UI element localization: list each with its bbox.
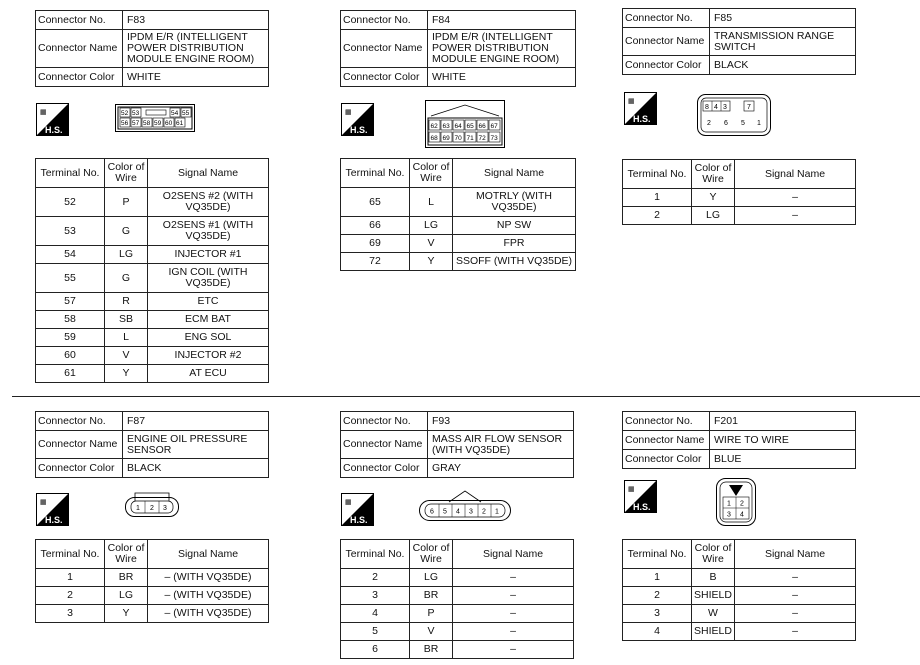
signal-name: – (WITH VQ35DE) [148,587,269,605]
connector-color-value: BLACK [710,56,856,75]
hs-label: H.S. [633,502,651,512]
wire-color: B [692,569,735,587]
header-color-of-wire: Color of Wire [410,540,453,569]
wire-color: L [410,188,453,217]
connector-f201 [622,411,856,469]
pin-label: 58 [143,120,151,127]
hs-icon [624,92,657,125]
header-terminal-no: Terminal No. [36,540,105,569]
connector-name-value: MASS AIR FLOW SENSOR (WITH VQ35DE) [428,431,574,459]
connector-f87-signal-table [35,539,269,623]
pin-label: 63 [442,123,450,130]
signal-name: – [453,641,574,659]
connector-f201-diagram-icon [716,478,756,531]
signal-name: ENG SOL [148,329,269,347]
signal-name: ETC [148,293,269,311]
table-row [341,188,576,217]
connector-info-table [340,10,576,87]
terminal-no: 69 [341,235,410,253]
pin-label: 4 [456,508,460,516]
table-row [36,347,269,365]
header-terminal-no: Terminal No. [36,159,105,188]
connector-color-value: GRAY [428,459,574,478]
signal-name: IGN COIL (WITH VQ35DE) [148,264,269,293]
connector-info-table [35,411,269,478]
label-connector-name: Connector Name [623,28,710,56]
signal-name: AT ECU [148,365,269,383]
connector-f83-signal-table [35,158,269,383]
connector-f83 [35,10,269,87]
table-row [341,623,574,641]
connector-no-value: F84 [428,11,576,30]
table-row [623,207,856,225]
signal-name: – (WITH VQ35DE) [148,605,269,623]
connector-f93-signal-table [340,539,574,659]
header-signal-name: Signal Name [453,159,576,188]
pin-label: 5 [741,120,745,127]
terminal-no: 5 [341,623,410,641]
svg-text:▦: ▦ [345,108,352,116]
pin-label: 2 [482,508,486,516]
connector-no-value: F83 [123,11,269,30]
connector-f85-signal-table [622,159,856,225]
header-signal-name: Signal Name [148,540,269,569]
connector-color-value: WHITE [428,68,576,87]
hs-icon [36,493,69,526]
header-terminal-no: Terminal No. [623,160,692,189]
table-row [623,189,856,207]
hs-icon [341,493,374,526]
label-connector-color: Connector Color [341,68,428,87]
table-row [36,587,269,605]
table-row [36,293,269,311]
pin-label: 52 [121,110,129,117]
table-row [36,217,269,246]
connector-f201-signal-table [622,539,856,641]
terminal-no: 66 [341,217,410,235]
pin-label: 5 [443,508,447,516]
signal-name: – [453,605,574,623]
pin-label: 69 [442,135,450,142]
terminal-no: 1 [36,569,105,587]
connector-info-table [340,411,574,478]
terminal-no: 6 [341,641,410,659]
terminal-no: 61 [36,365,105,383]
connector-no-value: F201 [710,412,856,431]
header-color-of-wire: Color of Wire [105,159,148,188]
signal-name: O2SENS #2 (WITH VQ35DE) [148,188,269,217]
table-row [36,569,269,587]
header-signal-name: Signal Name [735,160,856,189]
svg-text:▦: ▦ [628,97,635,105]
pin-label: 1 [727,500,731,508]
label-connector-color: Connector Color [36,68,123,87]
connector-name-value: WIRE TO WIRE [710,431,856,450]
table-row [623,623,856,641]
wire-color: SHIELD [692,623,735,641]
section-divider [12,396,920,397]
wire-color: R [105,293,148,311]
terminal-no: 2 [36,587,105,605]
connector-info-table [35,10,269,87]
connector-name-value: IPDM E/R (INTELLIGENT POWER DISTRIBUTION MODULE ENGINE ROOM) [428,30,576,68]
wire-color: Y [692,189,735,207]
terminal-no: 58 [36,311,105,329]
pin-label: 3 [727,511,731,519]
connector-f84 [340,10,576,87]
label-connector-no: Connector No. [341,11,428,30]
wire-color: P [410,605,453,623]
pin-label: 55 [182,110,190,117]
wire-color: BR [105,569,148,587]
pin-label: 1 [495,508,499,516]
wire-color: BR [410,587,453,605]
connector-name-value: ENGINE OIL PRESSURE SENSOR [123,431,269,459]
table-row [36,311,269,329]
terminal-no: 4 [341,605,410,623]
label-connector-color: Connector Color [36,459,123,478]
signal-name: – [735,623,856,641]
hs-label: H.S. [45,125,63,135]
label-connector-name: Connector Name [36,30,123,68]
wire-color: BR [410,641,453,659]
pin-label: 8 [705,104,709,111]
table-row [341,641,574,659]
terminal-no: 4 [623,623,692,641]
table-row [36,365,269,383]
table-row [623,569,856,587]
connector-f84-signal-table [340,158,576,271]
wire-color: W [692,605,735,623]
connector-color-value: BLACK [123,459,269,478]
wire-color: LG [105,587,148,605]
table-row [341,587,574,605]
signal-name: – (WITH VQ35DE) [148,569,269,587]
terminal-no: 52 [36,188,105,217]
connector-f85 [622,8,856,75]
wire-color: G [105,217,148,246]
terminal-no: 2 [341,569,410,587]
header-signal-name: Signal Name [735,540,856,569]
signal-name: INJECTOR #1 [148,246,269,264]
pin-label: 64 [454,123,462,130]
signal-name: – [735,207,856,225]
label-connector-color: Connector Color [341,459,428,478]
table-row [36,188,269,217]
table-row [341,217,576,235]
header-terminal-no: Terminal No. [341,159,410,188]
hs-icon [36,103,69,136]
wire-color: G [105,264,148,293]
terminal-no: 2 [623,587,692,605]
pin-label: 73 [490,135,498,142]
hs-icon [341,103,374,136]
pin-label: 65 [466,123,474,130]
signal-name: – [735,587,856,605]
terminal-no: 3 [623,605,692,623]
table-row [341,253,576,271]
pin-label: 1 [136,505,140,512]
pin-label: 54 [171,110,179,117]
connector-no-value: F85 [710,9,856,28]
connector-f85-diagram-icon [697,94,771,141]
connector-color-value: WHITE [123,68,269,87]
pin-label: 7 [747,104,751,111]
terminal-no: 57 [36,293,105,311]
label-connector-no: Connector No. [623,412,710,431]
signal-name: – [453,569,574,587]
signal-name: INJECTOR #2 [148,347,269,365]
signal-name: – [453,623,574,641]
label-connector-name: Connector Name [341,30,428,68]
connector-f93-diagram-icon [419,488,511,527]
wire-color: Y [105,605,148,623]
signal-name: SSOFF (WITH VQ35DE) [453,253,576,271]
pin-label: 6 [430,508,434,516]
signal-name: O2SENS #1 (WITH VQ35DE) [148,217,269,246]
label-connector-color: Connector Color [623,56,710,75]
wire-color: P [105,188,148,217]
table-row [36,605,269,623]
wire-color: LG [692,207,735,225]
pin-label: 56 [121,120,129,127]
header-signal-name: Signal Name [453,540,574,569]
label-connector-no: Connector No. [36,412,123,431]
label-connector-name: Connector Name [36,431,123,459]
pin-label: 68 [430,135,438,142]
hs-label: H.S. [350,515,368,525]
signal-name: FPR [453,235,576,253]
pin-label: 3 [163,505,167,512]
pin-label: 3 [723,104,727,111]
table-row [623,587,856,605]
pin-label: 2 [150,505,154,512]
connector-color-value: BLUE [710,450,856,469]
connector-info-table [622,8,856,75]
terminal-no: 3 [341,587,410,605]
wire-color: SHIELD [692,587,735,605]
wire-color: V [105,347,148,365]
table-row [341,605,574,623]
wire-color: Y [410,253,453,271]
signal-name: NP SW [453,217,576,235]
connector-f87-diagram-icon [125,490,179,523]
connector-info-table [622,411,856,469]
table-row [36,329,269,347]
signal-name: – [735,569,856,587]
terminal-no: 55 [36,264,105,293]
signal-name: – [453,587,574,605]
hs-icon [624,480,657,513]
label-connector-name: Connector Name [341,431,428,459]
terminal-no: 60 [36,347,105,365]
svg-text:▦: ▦ [345,498,352,506]
label-connector-color: Connector Color [623,450,710,469]
pin-label: 53 [132,110,140,117]
hs-label: H.S. [45,515,63,525]
signal-name: ECM BAT [148,311,269,329]
pin-label: 71 [466,135,474,142]
header-signal-name: Signal Name [148,159,269,188]
wire-color: Y [105,365,148,383]
header-color-of-wire: Color of Wire [410,159,453,188]
pin-label: 2 [707,120,711,127]
terminal-no: 1 [623,569,692,587]
connector-name-value: TRANSMISSION RANGE SWITCH [710,28,856,56]
terminal-no: 1 [623,189,692,207]
terminal-no: 59 [36,329,105,347]
pin-label: 61 [176,120,184,127]
hs-label: H.S. [633,114,651,124]
pin-label: 62 [430,123,438,130]
connector-name-value: IPDM E/R (INTELLIGENT POWER DISTRIBUTION MODULE ENGINE ROOM) [123,30,269,68]
pin-label: 67 [490,123,498,130]
wire-color: LG [410,569,453,587]
terminal-no: 2 [623,207,692,225]
pin-label: 57 [132,120,140,127]
label-connector-no: Connector No. [623,9,710,28]
header-terminal-no: Terminal No. [623,540,692,569]
pin-label: 1 [757,120,761,127]
svg-text:▦: ▦ [40,108,47,116]
signal-name: – [735,605,856,623]
connector-f87 [35,411,269,478]
terminal-no: 54 [36,246,105,264]
pin-label: 4 [714,104,718,111]
table-row [341,569,574,587]
wire-color: LG [105,246,148,264]
pin-label: 59 [154,120,162,127]
pin-label: 66 [478,123,486,130]
wire-color: V [410,623,453,641]
table-row [36,264,269,293]
pin-label: 70 [454,135,462,142]
table-row [36,246,269,264]
svg-text:▦: ▦ [628,485,635,493]
wire-color: L [105,329,148,347]
pin-label: 60 [165,120,173,127]
signal-name: – [735,189,856,207]
terminal-no: 65 [341,188,410,217]
pin-label: 6 [724,120,728,127]
pin-label: 4 [740,511,744,519]
signal-name: MOTRLY (WITH VQ35DE) [453,188,576,217]
hs-label: H.S. [350,125,368,135]
pin-label: 72 [478,135,486,142]
terminal-no: 53 [36,217,105,246]
wire-color: V [410,235,453,253]
wire-color: SB [105,311,148,329]
connector-no-value: F87 [123,412,269,431]
label-connector-no: Connector No. [36,11,123,30]
header-terminal-no: Terminal No. [341,540,410,569]
connector-f83-diagram-icon [115,104,195,137]
terminal-no: 3 [36,605,105,623]
svg-text:▦: ▦ [40,498,47,506]
connector-f93 [340,411,574,478]
connector-no-value: F93 [428,412,574,431]
header-color-of-wire: Color of Wire [692,160,735,189]
label-connector-no: Connector No. [341,412,428,431]
terminal-no: 72 [341,253,410,271]
table-row [341,235,576,253]
table-row [623,605,856,623]
pin-label: 2 [740,500,744,508]
wire-color: LG [410,217,453,235]
header-color-of-wire: Color of Wire [105,540,148,569]
connector-f84-diagram-icon [425,100,505,153]
header-color-of-wire: Color of Wire [692,540,735,569]
pin-label: 3 [469,508,473,516]
label-connector-name: Connector Name [623,431,710,450]
